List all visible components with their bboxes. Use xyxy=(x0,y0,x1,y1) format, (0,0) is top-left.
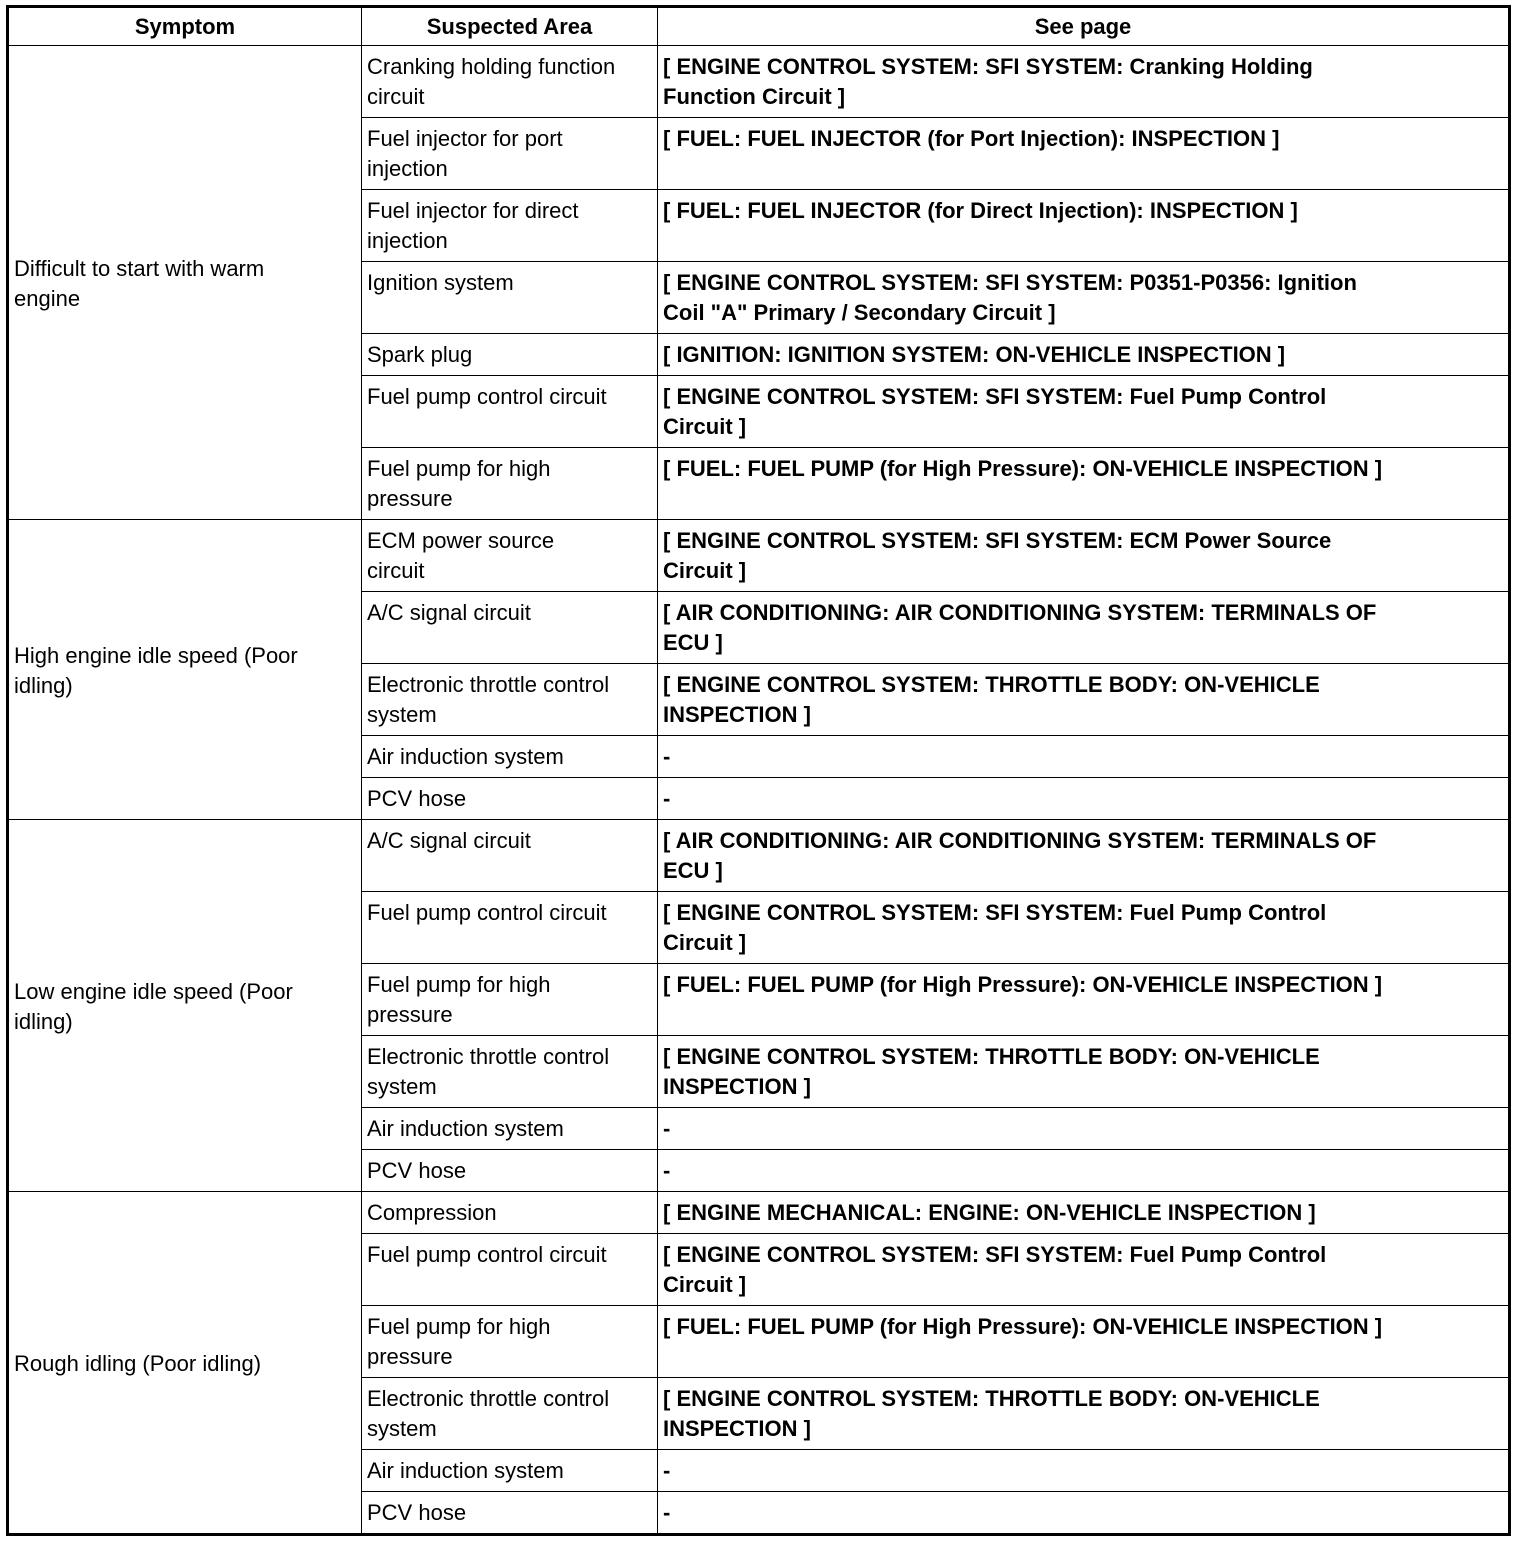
suspected-area-cell: ECM power source circuit xyxy=(362,520,658,592)
suspected-area-cell: Compression xyxy=(362,1192,658,1234)
symptom-table xyxy=(6,5,1511,1536)
see-page-link[interactable]: [ FUEL: FUEL INJECTOR (for Port Injection): INSPECTION ] xyxy=(658,118,1510,190)
see-page-link[interactable]: [ ENGINE CONTROL SYSTEM: SFI SYSTEM: Fuel Pump Control Circuit ] xyxy=(658,376,1510,448)
suspected-area-cell: Fuel injector for port injection xyxy=(362,118,658,190)
table-row xyxy=(8,1192,1510,1234)
see-page-link[interactable]: [ ENGINE CONTROL SYSTEM: THROTTLE BODY: ON-VEHICLE INSPECTION ] xyxy=(658,664,1510,736)
suspected-area-cell: Fuel pump for high pressure xyxy=(362,448,658,520)
suspected-area-cell: Fuel pump for high pressure xyxy=(362,964,658,1036)
see-page-link[interactable]: [ FUEL: FUEL PUMP (for High Pressure): ON-VEHICLE INSPECTION ] xyxy=(658,964,1510,1036)
see-page-link[interactable]: [ ENGINE CONTROL SYSTEM: SFI SYSTEM: Cranking Holding Function Circuit ] xyxy=(658,46,1510,118)
suspected-area-cell: PCV hose xyxy=(362,1150,658,1192)
see-page-link[interactable]: [ ENGINE CONTROL SYSTEM: SFI SYSTEM: Fuel Pump Control Circuit ] xyxy=(658,1234,1510,1306)
suspected-area-cell: Fuel pump control circuit xyxy=(362,1234,658,1306)
header-see-page: See page xyxy=(658,7,1510,46)
see-page-link: - xyxy=(658,1150,1510,1192)
suspected-area-cell: Fuel pump control circuit xyxy=(362,376,658,448)
suspected-area-cell: Electronic throttle control system xyxy=(362,1036,658,1108)
see-page-link[interactable]: [ ENGINE CONTROL SYSTEM: THROTTLE BODY: ON-VEHICLE INSPECTION ] xyxy=(658,1036,1510,1108)
see-page-link[interactable]: [ ENGINE MECHANICAL: ENGINE: ON-VEHICLE INSPECTION ] xyxy=(658,1192,1510,1234)
suspected-area-cell: Spark plug xyxy=(362,334,658,376)
suspected-area-cell: Electronic throttle control system xyxy=(362,1378,658,1450)
header-row xyxy=(8,7,1510,46)
suspected-area-cell: Ignition system xyxy=(362,262,658,334)
suspected-area-cell: Electronic throttle control system xyxy=(362,664,658,736)
see-page-link[interactable]: [ FUEL: FUEL PUMP (for High Pressure): ON-VEHICLE INSPECTION ] xyxy=(658,448,1510,520)
see-page-link: - xyxy=(658,1108,1510,1150)
suspected-area-cell: Cranking holding function circuit xyxy=(362,46,658,118)
see-page-link[interactable]: [ ENGINE CONTROL SYSTEM: SFI SYSTEM: P0351-P0356: Ignition Coil "A" Primary / Secondary Circuit ] xyxy=(658,262,1510,334)
suspected-area-cell: Fuel pump for high pressure xyxy=(362,1306,658,1378)
see-page-link[interactable]: [ IGNITION: IGNITION SYSTEM: ON-VEHICLE INSPECTION ] xyxy=(658,334,1510,376)
suspected-area-cell: Fuel pump control circuit xyxy=(362,892,658,964)
suspected-area-cell: PCV hose xyxy=(362,1492,658,1535)
see-page-link[interactable]: [ ENGINE CONTROL SYSTEM: SFI SYSTEM: Fuel Pump Control Circuit ] xyxy=(658,892,1510,964)
suspected-area-cell: Fuel injector for direct injection xyxy=(362,190,658,262)
table-row xyxy=(8,520,1510,592)
header-symptom: Symptom xyxy=(8,7,362,46)
table-row xyxy=(8,46,1510,118)
table-row xyxy=(8,820,1510,892)
suspected-area-cell: A/C signal circuit xyxy=(362,592,658,664)
see-page-link: - xyxy=(658,736,1510,778)
see-page-link[interactable]: [ ENGINE CONTROL SYSTEM: SFI SYSTEM: ECM Power Source Circuit ] xyxy=(658,520,1510,592)
see-page-link: - xyxy=(658,1492,1510,1535)
see-page-link[interactable]: [ FUEL: FUEL PUMP (for High Pressure): ON-VEHICLE INSPECTION ] xyxy=(658,1306,1510,1378)
symptom-cell: Difficult to start with warm engine xyxy=(8,46,362,520)
symptom-cell: High engine idle speed (Poor idling) xyxy=(8,520,362,820)
see-page-link[interactable]: [ ENGINE CONTROL SYSTEM: THROTTLE BODY: ON-VEHICLE INSPECTION ] xyxy=(658,1378,1510,1450)
header-suspected-area: Suspected Area xyxy=(362,7,658,46)
see-page-link[interactable]: [ AIR CONDITIONING: AIR CONDITIONING SYSTEM: TERMINALS OF ECU ] xyxy=(658,820,1510,892)
symptom-cell: Rough idling (Poor idling) xyxy=(8,1192,362,1535)
see-page-link[interactable]: [ FUEL: FUEL INJECTOR (for Direct Injection): INSPECTION ] xyxy=(658,190,1510,262)
symptom-cell: Low engine idle speed (Poor idling) xyxy=(8,820,362,1192)
see-page-link[interactable]: [ AIR CONDITIONING: AIR CONDITIONING SYSTEM: TERMINALS OF ECU ] xyxy=(658,592,1510,664)
see-page-link: - xyxy=(658,1450,1510,1492)
see-page-link: - xyxy=(658,778,1510,820)
suspected-area-cell: A/C signal circuit xyxy=(362,820,658,892)
suspected-area-cell: Air induction system xyxy=(362,736,658,778)
suspected-area-cell: Air induction system xyxy=(362,1450,658,1492)
suspected-area-cell: PCV hose xyxy=(362,778,658,820)
suspected-area-cell: Air induction system xyxy=(362,1108,658,1150)
